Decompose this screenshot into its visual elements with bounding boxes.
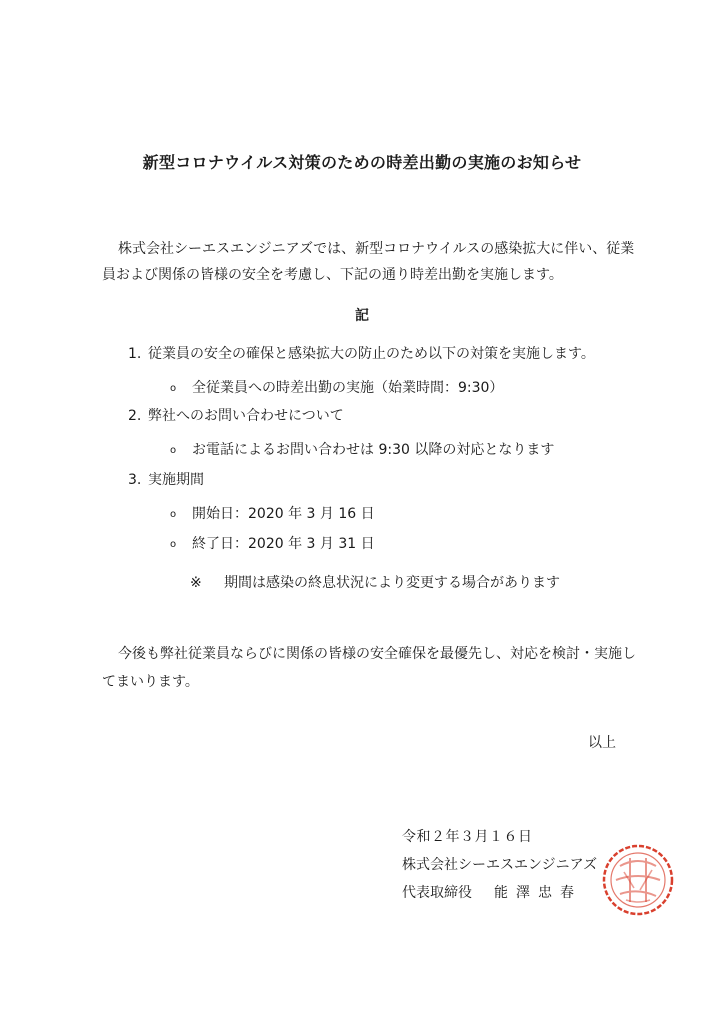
item-number: 1. bbox=[128, 346, 142, 362]
item-1-sub-1 bbox=[170, 378, 503, 399]
representative-title: 代表取締役 bbox=[402, 885, 472, 901]
sub-text: 開始日：2020 年 3 月 16 日 bbox=[192, 506, 375, 522]
period-note bbox=[190, 572, 560, 592]
ijo-end-mark: 以上 bbox=[588, 735, 616, 751]
sub-text: 全従業員への時差出勤の実施（始業時間：9:30） bbox=[192, 380, 504, 396]
ki-heading: 記 bbox=[355, 308, 369, 324]
representative-name: 能澤忠春 bbox=[494, 885, 582, 901]
closing-paragraph: 今後も弊社従業員ならびに関係の皆様の安全確保を最優先し、対応を検討・実施してまいります。 bbox=[102, 646, 636, 690]
item-number: 2. bbox=[128, 408, 142, 424]
note-text: 期間は感染の終息状況により変更する場合があります bbox=[224, 575, 560, 591]
item-text: 実施期間 bbox=[148, 472, 204, 488]
item-3-sub-2 bbox=[170, 534, 375, 555]
signature-company: 株式会社シーエスエンジニアズ bbox=[402, 857, 598, 873]
item-1 bbox=[128, 344, 595, 364]
signature-representative bbox=[402, 882, 582, 902]
item-3-sub-1 bbox=[170, 504, 375, 525]
intro-paragraph: 株式会社シーエスエンジニアズでは、新型コロナウイルスの感染拡大に伴い、従業員および関係の皆様の安全を考慮し、下記の通り時差出勤を実施します。 bbox=[102, 241, 635, 283]
bullet-icon: o bbox=[170, 445, 177, 456]
item-2-sub-1 bbox=[170, 440, 554, 461]
bullet-icon: o bbox=[170, 509, 177, 520]
note-mark: ※ bbox=[190, 575, 202, 591]
item-2 bbox=[128, 406, 344, 426]
bullet-icon: o bbox=[170, 383, 177, 394]
item-number: 3. bbox=[128, 472, 142, 488]
company-seal-icon bbox=[600, 842, 676, 918]
item-3 bbox=[128, 470, 204, 490]
item-text: 弊社へのお問い合わせについて bbox=[148, 408, 344, 424]
document-title: 新型コロナウイルス対策のための時差出勤の実施のお知らせ bbox=[142, 153, 582, 172]
sub-text: お電話によるお問い合わせは 9:30 以降の対応となります bbox=[192, 442, 555, 458]
signature-date: 令和２年３月１６日 bbox=[402, 829, 533, 845]
bullet-icon: o bbox=[170, 539, 177, 550]
item-text: 従業員の安全の確保と感染拡大の防止のため以下の対策を実施します。 bbox=[148, 346, 595, 362]
sub-text: 終了日：2020 年 3 月 31 日 bbox=[192, 536, 375, 552]
